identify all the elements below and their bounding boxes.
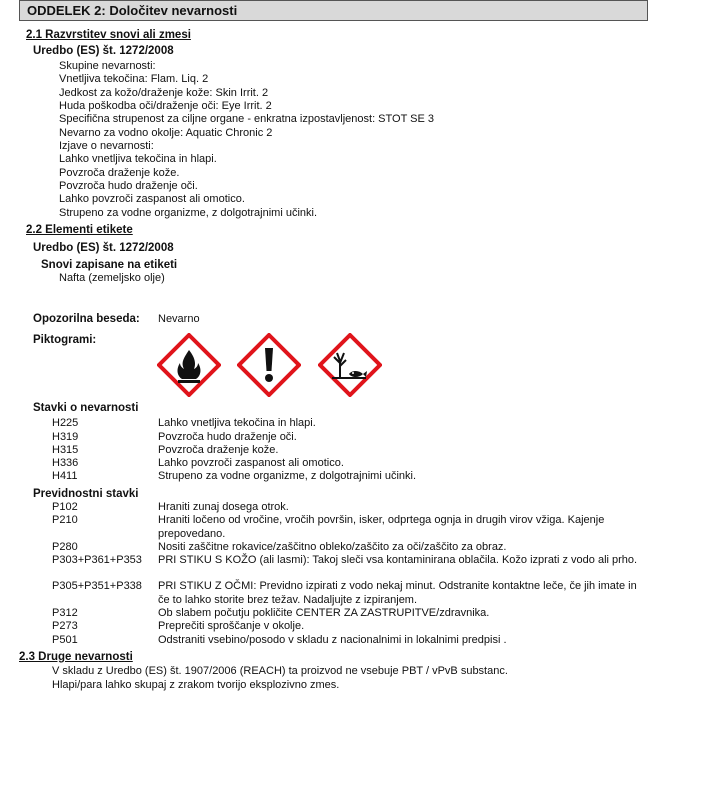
signal-word-value: Nevarno bbox=[158, 313, 200, 325]
hazard-text: Lahko povzroči zaspanost ali omotico. bbox=[158, 457, 344, 469]
classification-line: Povzroča draženje kože. bbox=[59, 167, 180, 179]
precaution-text: Hraniti zunaj dosega otrok. bbox=[158, 501, 289, 513]
section-2-2-title: 2.2 Elementi etikete bbox=[26, 224, 133, 236]
classification-line: Izjave o nevarnosti: bbox=[59, 140, 154, 152]
precaution-text: PRI STIKU Z OČMI: Previdno izpirati z vodo nekaj minut. Odstranite kontaktne leče, če jih imate in če to lahko storite brez težav. Nadaljujte z izpiranjem. bbox=[158, 580, 637, 606]
precaution-code: P210 bbox=[52, 514, 78, 526]
regulation-title: Uredbo (ES) št. 1272/2008 bbox=[33, 45, 174, 57]
hazard-text: Povzroča hudo draženje oči. bbox=[158, 431, 297, 443]
classification-line: Povzroča hudo draženje oči. bbox=[59, 180, 198, 192]
signal-word-label: Opozorilna beseda: bbox=[33, 313, 140, 325]
hazard-text: Strupeno za vodne organizme, z dolgotrajnimi učinki. bbox=[158, 470, 417, 482]
hazard-text: Lahko vnetljiva tekočina in hlapi. bbox=[158, 417, 316, 429]
exclamation-icon bbox=[237, 333, 301, 397]
precautionary-statements-title: Previdnostni stavki bbox=[33, 488, 139, 500]
precaution-code: P303+P361+P353 bbox=[52, 554, 142, 566]
section-2-3-title: 2.3 Druge nevarnosti bbox=[19, 651, 133, 663]
classification-line: Strupeno za vodne organizme, z dolgotrajnimi učinki. bbox=[59, 207, 318, 219]
precaution-text: Ob slabem počutju pokličite CENTER ZA ZASTRUPITVE/zdravnika. bbox=[158, 607, 490, 619]
other-hazard-line: Hlapi/para lahko skupaj z zrakom tvorijo eksplozivno zmes. bbox=[52, 679, 340, 691]
precaution-code: P280 bbox=[52, 541, 78, 553]
other-hazard-line: V skladu z Uredbo (ES) št. 1907/2006 (REACH) ta proizvod ne vsebuje PBT / vPvB substanc. bbox=[52, 665, 508, 677]
regulation-title: Uredbo (ES) št. 1272/2008 bbox=[33, 242, 174, 254]
section-header: ODDELEK 2: Določitev nevarnosti bbox=[19, 0, 648, 21]
classification-line: Huda poškodba oči/draženje oči: Eye Irrit. 2 bbox=[59, 100, 272, 112]
classification-line: Skupine nevarnosti: bbox=[59, 60, 156, 72]
classification-line: Lahko povzroči zaspanost ali omotico. bbox=[59, 193, 245, 205]
precaution-text: Odstraniti vsebino/posodo v skladu z nacionalnimi in lokalnimi predpisi . bbox=[158, 634, 507, 646]
hazard-code: H225 bbox=[52, 417, 79, 429]
hazard-code: H319 bbox=[52, 431, 79, 443]
hazard-code: H315 bbox=[52, 444, 79, 456]
precaution-code: P501 bbox=[52, 634, 78, 646]
precaution-code: P305+P351+P338 bbox=[52, 580, 142, 592]
hazard-code: H336 bbox=[52, 457, 79, 469]
precaution-code: P273 bbox=[52, 620, 78, 632]
classification-line: Nevarno za vodno okolje: Aquatic Chronic 2 bbox=[59, 127, 273, 139]
flame-icon bbox=[157, 333, 221, 397]
precaution-text: Hraniti ločeno od vročine, vročih površin, isker, odprtega ognja in drugih virov vžiga. Kajenje prepovedano. bbox=[158, 514, 605, 540]
hazard-statements-title: Stavki o nevarnosti bbox=[33, 402, 139, 414]
precaution-text: PRI STIKU S KOŽO (ali lasmi): Takoj sleči vsa kontaminirana oblačila. Kožo izprati z vodo ali prho. bbox=[158, 554, 638, 566]
label-substance: Nafta (zemeljsko olje) bbox=[59, 272, 165, 284]
classification-line: Vnetljiva tekočina: Flam. Liq. 2 bbox=[59, 73, 209, 85]
classification-line: Specifična strupenost za ciljne organe - enkratna izpostavljenost: STOT SE 3 bbox=[59, 113, 435, 125]
hazard-text: Povzroča draženje kože. bbox=[158, 444, 279, 456]
section-2-1-title: 2.1 Razvrstitev snovi ali zmesi bbox=[26, 29, 191, 41]
precaution-code: P312 bbox=[52, 607, 78, 619]
hazard-code: H411 bbox=[52, 470, 78, 482]
precaution-text: Preprečiti sproščanje v okolje. bbox=[158, 620, 305, 632]
classification-line: Jedkost za kožo/draženje kože: Skin Irrit. 2 bbox=[59, 87, 269, 99]
environment-icon bbox=[318, 333, 382, 397]
precaution-code: P102 bbox=[52, 501, 78, 513]
pictograms-label: Piktogrami: bbox=[33, 334, 97, 346]
label-substances-title: Snovi zapisane na etiketi bbox=[41, 259, 178, 271]
classification-line: Lahko vnetljiva tekočina in hlapi. bbox=[59, 153, 217, 165]
precaution-text: Nositi zaščitne rokavice/zaščitno obleko/zaščito za oči/zaščito za obraz. bbox=[158, 541, 507, 553]
